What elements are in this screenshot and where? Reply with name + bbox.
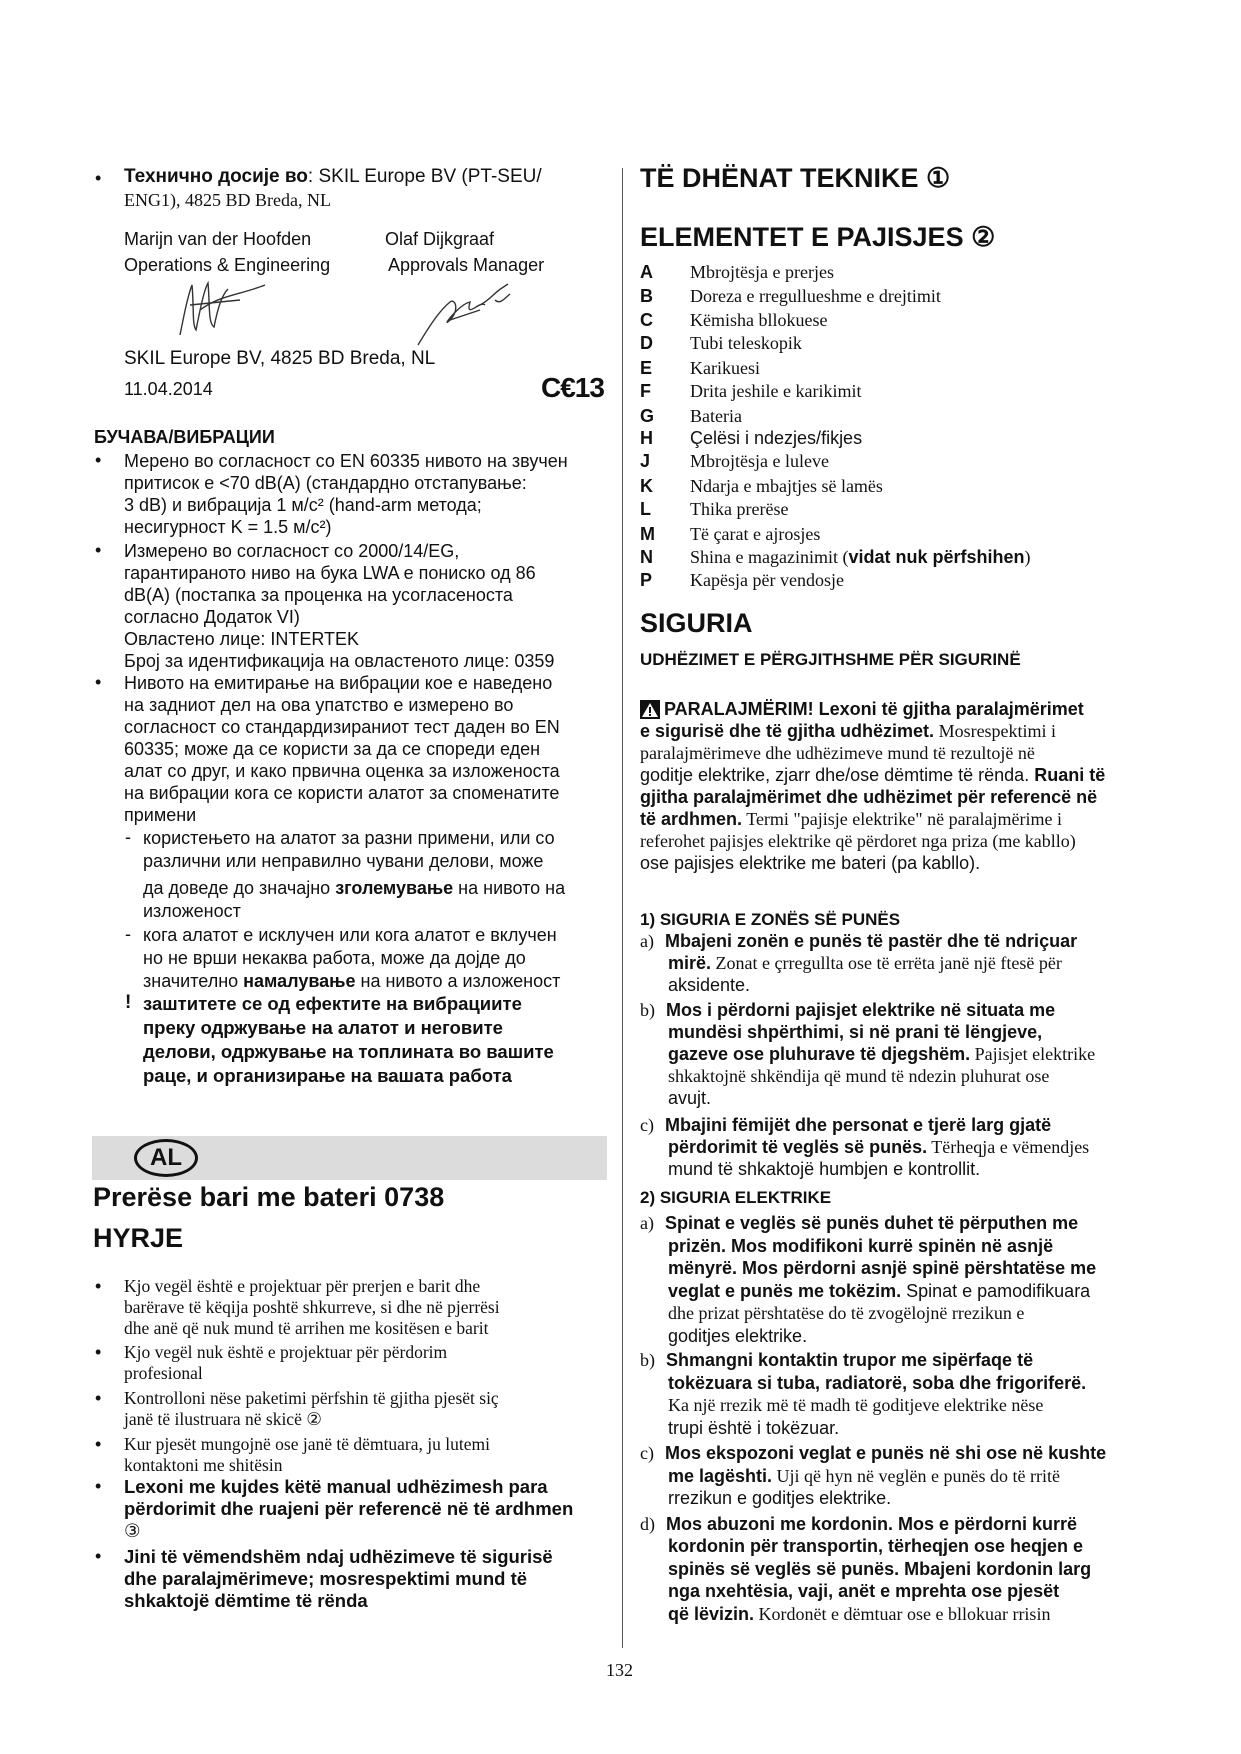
item-letter: B: [640, 286, 653, 306]
safety-heading: SIGURIA: [640, 608, 753, 638]
item-text: Çelësi i ndezjes/fikjes: [690, 428, 863, 448]
product-title: Prerëse bari me bateri 0738: [93, 1182, 445, 1212]
item-text: Të çarat e ajrosjes: [690, 524, 821, 544]
text-line: несигурност K = 1.5 м/с²): [124, 517, 332, 537]
bullet: •: [95, 1476, 102, 1496]
item-label: b): [640, 1000, 655, 1020]
text-run-bold: зголемување: [335, 878, 454, 898]
text-line: [640, 1513, 1160, 1536]
text-line: kontaktoni me shitësin: [124, 1455, 283, 1475]
item-text: Mbrojtësja e prerjes: [690, 262, 834, 282]
intro-bullet-3: [124, 1388, 624, 1430]
text-line: согласност со стандардизираниот тест даден во EN: [124, 717, 560, 737]
intro-bullet-6: [124, 1546, 624, 1612]
tech-data-heading: TË DHËNAT TEKNIKE ①: [640, 163, 951, 193]
text-line: [640, 930, 1160, 952]
item-letter: J: [640, 451, 651, 471]
text-run-bold: që lëvizin.: [668, 1603, 755, 1624]
company-address: SKIL Europe BV, 4825 BD Breda, NL: [124, 348, 436, 369]
text-run-bold: me lagështi.: [668, 1465, 773, 1486]
intro-bullet-2: [124, 1342, 624, 1384]
text-line: Kjo vegël është e projektuar për prerjen e barit dhe: [124, 1276, 481, 1296]
text-line: mund të shkaktojë humbjen e kontrollit.: [668, 1159, 981, 1179]
intro-bullet-4: [124, 1434, 624, 1476]
noise-para-2: [124, 540, 624, 672]
text-line: avujt.: [668, 1088, 712, 1108]
noise-para-1: [124, 450, 624, 538]
text-run-bold: vidat nuk përfshihen: [848, 547, 1025, 567]
item-text: Thika prerëse: [690, 499, 789, 519]
vibration-warning: [143, 992, 623, 1088]
item-text: Mbrojtësja e luleve: [690, 451, 829, 471]
text-line: Овластено лице: INTERTEK: [124, 629, 360, 649]
text-line: Нивото на емитирање на вибрации кое е наведено: [124, 673, 553, 693]
text-run: значително: [143, 971, 244, 991]
signer-1-role: Operations & Engineering: [124, 255, 331, 275]
text-line: dhe anë që nuk mund të arrihen me kositësen e barit: [124, 1318, 489, 1338]
text-line: ose pajisjes elektrike me bateri (pa kabllo).: [640, 853, 981, 873]
text-line: [640, 1136, 1160, 1158]
text-run-bold: Mos i përdorni pajisjet elektrike në situata me: [666, 1000, 1056, 1020]
item-text: Kapësja për vendosje: [690, 570, 844, 590]
item-text: Drita jeshile e karikimit: [690, 381, 862, 401]
text-run: Termi "pajisje elektrike" në paralajmërime i: [742, 809, 1063, 829]
text-line: dhe paralajmërimeve; mosrespektimi mund të: [124, 1568, 528, 1589]
signature-2: [410, 280, 520, 350]
text-line: кога алатот е исклучен или кога алатот е вклучен: [143, 925, 557, 945]
text-line: PARALAJMËRIM! Lexoni të gjitha paralajmërimet: [664, 699, 1084, 719]
item-text: Doreza e rregullueshme e drejtimit: [690, 286, 941, 306]
text-line: janë të ilustruara në skicë ②: [124, 1409, 322, 1429]
vibration-sub-2: [143, 924, 623, 993]
text-run: Tërheqja e vëmendjes: [927, 1137, 1090, 1157]
text-line: Мерено во согласност со EN 60335 нивото на звучен: [124, 451, 568, 471]
item-letter: A: [640, 262, 653, 282]
text-run: Pajisjet elektrike: [970, 1044, 1096, 1064]
text-line: [640, 764, 1160, 786]
text-run: Mosrespektimi i: [934, 721, 1057, 741]
date: 11.04.2014: [124, 379, 213, 399]
text-line: гарантираното ниво на бука LWA е пониско од 86: [124, 563, 536, 583]
text-line: paralajmërimeve dhe udhëzimeve mund të rezultojë në: [640, 743, 1035, 763]
tech-file-value: : SKIL Europe BV (PT-SEU/: [307, 166, 542, 187]
item-text: Karikuesi: [690, 358, 760, 378]
tech-file-value-2: ENG1), 4825 BD Breda, NL: [124, 190, 331, 210]
text-line: изложеност: [143, 901, 241, 921]
text-run: Shina e magazinimit (: [690, 547, 849, 567]
text-line: [640, 1212, 1160, 1235]
text-line: përdorimit dhe ruajeni për referencë në të ardhmen: [124, 1498, 574, 1519]
item-letter: N: [640, 547, 653, 567]
section-1-heading: 1) SIGURIA E ZONËS SË PUNËS: [640, 910, 901, 929]
bullet: •: [95, 168, 102, 188]
section-1-items: [640, 930, 1160, 1180]
text-line: [640, 808, 1160, 830]
text-line: раце, и организирање на вашата работа: [143, 1065, 512, 1086]
text-line: Kontrolloni nëse paketimi përfshin të gjitha pjesët siç: [124, 1388, 499, 1408]
text-line: Измерено во согласност со 2000/14/EG,: [124, 541, 460, 561]
item-text: Këmisha bllokuese: [690, 310, 828, 330]
item-text: Bateria: [690, 406, 742, 426]
bullet: •: [95, 1342, 102, 1362]
signer-2-name: Olaf Dijkgraaf: [385, 229, 495, 249]
noise-heading: БУЧАВА/ВИБРАЦИИ: [94, 427, 275, 447]
text-line: [640, 1114, 1160, 1136]
text-line: 60335; може да се користи за да се спореди еден: [124, 739, 541, 759]
item-label: b): [640, 1350, 655, 1370]
item-text: Ndarja e mbajtjes së lamës: [690, 476, 883, 496]
text-line: [640, 952, 1160, 974]
item-label: a): [640, 931, 654, 951]
text-run-bold: mirë.: [668, 953, 712, 973]
tech-file-line: [124, 166, 542, 188]
language-band: [92, 1136, 607, 1180]
signer-2-role: Approvals Manager: [388, 255, 545, 275]
text-run-bold: përdorimit të veglës së punës.: [668, 1137, 928, 1157]
bullet: •: [95, 1276, 102, 1296]
item-letter: C: [640, 310, 653, 330]
text-line: примени: [124, 805, 197, 825]
elements-heading: ELEMENTET E PAJISJES ②: [640, 222, 996, 252]
text-run: Kordonët e dëmtuar ose e bllokuar rrisin: [754, 1603, 1051, 1624]
text-line: trupi është i tokëzuar.: [668, 1417, 840, 1438]
section-2-heading: 2) SIGURIA ELEKTRIKE: [640, 1188, 832, 1207]
text-line: преку одржување на алатот и неговите: [143, 1017, 503, 1038]
text-line: tokëzuara si tuba, radiatorë, soba dhe frigoriferë.: [668, 1372, 1087, 1393]
text-run-bold: Mos abuzoni me kordonin. Mos e përdorni kurrë: [666, 1513, 1078, 1534]
text-run-bold: të ardhmen.: [640, 809, 743, 829]
exclamation-icon: !: [125, 992, 132, 1013]
text-line: [640, 1442, 1160, 1465]
item-text: Tubi teleskopik: [690, 333, 802, 353]
text-run-bold: gazeve ose pluhurave të djegshëm.: [668, 1044, 971, 1064]
text-line: Број за идентификација на овластеното лице: 0359: [124, 651, 555, 671]
item-label: d): [640, 1513, 655, 1534]
text-line: shkaktojë dëmtime të rënda: [124, 1590, 368, 1611]
text-line: kordonin për transportin, tërheqjen ose heqjen e: [668, 1536, 1084, 1556]
signer-1-name: Marijn van der Hoofden: [124, 229, 312, 249]
text-line: mundësi shpërthimi, si në prani të lëngjeve,: [668, 1022, 1043, 1042]
text-line: aksidente.: [668, 975, 751, 995]
dash: -: [125, 827, 131, 847]
item-letter: K: [640, 476, 653, 496]
text-line: 3 dB) и вибрација 1 м/с² (hand-arm метода;: [124, 495, 482, 515]
item-letter: P: [640, 570, 653, 590]
text-line: Lexoni me kujdes këtë manual udhëzimesh para: [124, 1476, 548, 1497]
text-line: barërave të këqija poshtë shkurreve, si dhe në pjerrësi: [124, 1297, 500, 1317]
text-run: на нивото на: [453, 878, 566, 898]
text-run: ): [1024, 547, 1031, 567]
item-letter: M: [640, 524, 655, 544]
text-line: согласно Додаток VI): [124, 607, 300, 627]
text-line: притисок е <70 dB(A) (стандардно отстапување:: [124, 473, 527, 493]
text-run-bold: Mbajini fëmijët dhe personat e tjerë larg gjatë: [665, 1115, 1052, 1135]
bullet: •: [95, 1388, 102, 1408]
intro-heading: HYRJE: [93, 1223, 184, 1253]
text-line: но не врши некаква работа, може да дојде до: [143, 948, 526, 968]
item-letter: F: [640, 381, 651, 401]
text-line: Ka një rrezik më të madh të goditjeve elektrike nëse: [668, 1395, 1044, 1415]
noise-para-3: [124, 672, 624, 826]
text-line: gjitha paralajmërimet dhe udhëzimet për referencë në: [640, 787, 1098, 807]
text-run: Zonat e çrregullta ose të errëta janë një ftesë për: [711, 953, 1062, 973]
text-line: [640, 999, 1160, 1021]
language-badge: AL: [134, 1139, 198, 1177]
text-line: [143, 970, 623, 993]
dash: -: [125, 924, 131, 944]
text-line: користењето на алатот за разни примени, или со: [143, 828, 555, 848]
text-line: заштитете се од ефектите на вибрациите: [143, 993, 522, 1014]
item-letter: G: [640, 406, 655, 426]
text-run-bold: veglat e punës me tokëzim.: [668, 1280, 902, 1301]
bullet: •: [95, 450, 102, 470]
general-warning: [640, 698, 1160, 874]
page-number: 132: [606, 1660, 633, 1680]
item-letter: D: [640, 333, 653, 353]
intro-bullet-5: [124, 1476, 624, 1542]
text-line: [640, 1280, 1160, 1303]
text-line: Kur pjesët mungojnë ose janë të dëmtuara, ju lutemi: [124, 1434, 490, 1454]
text-line: goditjes elektrike.: [668, 1325, 808, 1346]
ce-mark: C€13: [541, 372, 604, 403]
text-line: различни или неправилно чувани делови, може: [143, 851, 544, 871]
text-run: Uji që hyn në veglën e punës do të rritë: [772, 1465, 1060, 1486]
text-line: ③: [124, 1520, 141, 1541]
text-line: dB(A) (постапка за проценка на усогласеноста: [124, 585, 513, 605]
text-line: shkaktojnë shkëndija që mund të ndezin pluhurat ose: [668, 1066, 1050, 1086]
item-label: c): [640, 1115, 654, 1135]
text-line: referohet pajisjes elektrike që përdoret nga priza (me kabllo): [640, 831, 1076, 851]
text-line: profesional: [124, 1363, 203, 1383]
text-run-bold: Mos ekspozoni veglat e punës në shi ose në kushte: [665, 1443, 1107, 1463]
bullet: •: [95, 1546, 102, 1566]
item-letter: L: [640, 499, 651, 519]
text-line: spinës së veglës së punës. Mbajeni kordonin larg: [668, 1558, 1092, 1579]
text-line: на задниот дел на ова упатство е измерено во: [124, 695, 514, 715]
text-line: на вибрации кога се користи алатот за споменатите: [124, 783, 560, 803]
bullet: •: [95, 672, 102, 692]
item-label: c): [640, 1443, 654, 1463]
text-line: Jini të vëmendshëm ndaj udhëzimeve të sigurisë: [124, 1546, 553, 1567]
text-line: [640, 1465, 1160, 1488]
text-run-bold: намалување: [243, 971, 356, 991]
text-run-bold: Spinat e veglës së punës duhet të përputhen me: [665, 1213, 1079, 1233]
item-letter: H: [640, 428, 653, 448]
bullet: •: [95, 1434, 102, 1454]
bullet: •: [95, 540, 102, 560]
text-line: [143, 877, 623, 900]
text-line: rrezikun e goditjes elektrike.: [668, 1488, 892, 1508]
tech-file-label: Технично досије во: [124, 166, 308, 187]
item-label: a): [640, 1213, 654, 1233]
item-letter: E: [640, 358, 653, 378]
text-run: на нивото а изложеност: [355, 971, 561, 991]
signature-1: [170, 275, 280, 345]
text-line: mënyrë. Mos përdorni asnjë spinë përshtatëse me: [668, 1258, 1097, 1278]
text-run: да доведе до значајно: [143, 878, 336, 898]
safety-subheading: UDHËZIMET E PËRGJITHSHME PËR SIGURINË: [640, 650, 1021, 669]
vibration-sub-1: [143, 827, 623, 923]
text-run: goditje elektrike, zjarr dhe/ose dëmtime të rënda.: [640, 765, 1035, 785]
text-run-bold: e sigurisë dhe të gjitha udhëzimet.: [640, 721, 935, 741]
text-line: nga nxehtësia, vaji, anët e mprehta ose pjesët: [668, 1581, 1060, 1601]
text-line: делови, одржување на топлината во вашите: [143, 1041, 554, 1062]
text-line: prizën. Mos modifikoni kurrë spinën në asnjë: [668, 1235, 1054, 1256]
text-run-bold: Ruani të: [1034, 765, 1106, 785]
text-run: Spinat e pamodifikuara: [901, 1280, 1091, 1301]
text-line: [640, 1349, 1160, 1372]
text-line: [640, 1043, 1160, 1065]
text-line: dhe prizat përshtatëse do të zvogëlojnë rrezikun e: [668, 1303, 1025, 1323]
text-run-bold: Mbajeni zonën e punës të pastër dhe të ndriçuar: [665, 931, 1078, 951]
intro-bullet-1: [124, 1276, 624, 1339]
section-2-items: [640, 1212, 1160, 1625]
text-line: [640, 720, 1160, 742]
text-run-bold: Shmangni kontaktin trupor me sipërfaqe të: [666, 1350, 1034, 1370]
text-line: Kjo vegël nuk është e projektuar për përdorim: [124, 1342, 448, 1362]
text-line: [640, 1603, 1160, 1626]
item-text: [690, 547, 1031, 568]
text-line: алат со друг, и како првична оценка за изложеноста: [124, 761, 560, 781]
